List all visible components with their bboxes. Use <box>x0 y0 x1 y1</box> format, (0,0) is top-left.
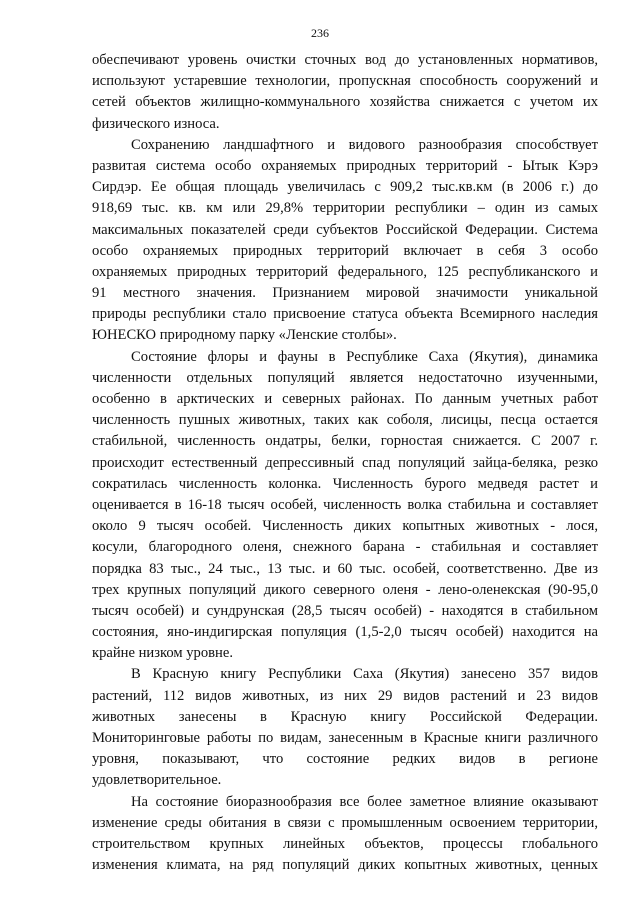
text-line: численности отдельных популяций является недостаточно изученными, <box>92 369 598 386</box>
text-line: используют устаревшие технологии, пропускная способность сооружений и <box>92 73 598 90</box>
text-line: Сирдэр. Ее общая площадь увеличилась с 909,2 тыс.кв.км (в 2006 г.) до <box>92 179 598 196</box>
page-number: 236 <box>311 26 329 40</box>
paragraph <box>92 792 598 877</box>
text-line: животных занесены в Красную книгу Российской Федерации. <box>92 708 598 725</box>
text-line: изменение среды обитания в связи с промышленным освоением территории, <box>92 814 598 831</box>
text-line: развитая система особо охраняемых природных территорий - Ытык Кэрэ <box>92 157 598 174</box>
text-line: особо охраняемых природных территорий включает в себя 3 особо <box>92 242 598 259</box>
text-line: На состояние биоразнообразия все более заметное влияние оказывают <box>131 793 598 810</box>
paragraph <box>92 347 598 665</box>
text-line: 918,69 тыс. кв. км или 29,8% территории республики – один из самых <box>92 200 598 217</box>
body-text <box>92 50 598 876</box>
text-line: косули, благородного оленя, снежного барана - стабильная и составляет <box>92 539 598 556</box>
text-line: изменения климата, на ряд популяций диких копытных животных, ценных <box>92 857 598 874</box>
paragraph <box>92 135 598 347</box>
text-line: сократилась численность колонка. Численность бурого медведя растет и <box>92 475 598 492</box>
paragraph <box>92 664 598 791</box>
text-line: сетей объектов жилищно-коммунального хозяйства снижается с учетом их <box>92 94 598 111</box>
text-line: обеспечивают уровень очистки сточных вод до установленных нормативов, <box>92 52 598 68</box>
text-line: порядка 83 тыс., 24 тыс., 13 тыс. и 60 тыс. особей, соответственно. Две из <box>92 560 598 577</box>
text-line: растений, 112 видов животных, из них 29 видов растений и 23 видов <box>92 687 598 704</box>
text-line: особенно в арктических и северных районах. По данным учетных работ <box>92 391 598 407</box>
text-line: трех крупных популяций дикого северного оленя - лено-оленекская (90-95,0 <box>92 581 598 598</box>
text-line: около 9 тысяч особей. Численность диких копытных животных - лося, <box>92 518 598 535</box>
text-line: строительством крупных линейных объектов, процессы глобального <box>92 835 598 852</box>
text-line: природы республики стало присвоение статуса объекта Всемирного наследия <box>92 306 598 323</box>
text-line: физического износа. <box>92 115 220 132</box>
text-line: численность пушных животных, таких как соболя, лисицы, песца остается <box>92 412 598 429</box>
text-line: крайне низком уровне. <box>92 645 233 662</box>
text-line: В Красную книгу Республики Саха (Якутия) занесено 357 видов <box>131 666 598 683</box>
text-line: максимальных показателей среди субъектов Российской Федерации. Система <box>92 221 598 238</box>
text-line: уровня, показывают, что состояние редких видов в регионе <box>92 751 598 768</box>
text-line: Мониторинговые работы по видам, занесенным в Красные книги различного <box>92 730 598 746</box>
text-line: ЮНЕСКО природному парку «Ленские столбы». <box>92 327 397 344</box>
text-line: происходит естественный депрессивный спад популяций зайца-беляка, резко <box>92 454 598 471</box>
paragraph <box>92 50 598 135</box>
text-line: состояния, яно-индигирская популяция (1,5-2,0 тысяч особей) находится на <box>92 624 598 641</box>
text-line: удовлетворительное. <box>92 772 222 789</box>
text-line: тысяч особей) и сундрунская (28,5 тысяч особей) - находятся в стабильном <box>92 602 598 619</box>
text-line: 91 местного значения. Признанием мировой значимости уникальной <box>92 285 598 302</box>
text-line: оценивается в 16-18 тысяч особей, численность волка стабильна и составляет <box>92 496 598 513</box>
text-line: Сохранению ландшафтного и видового разнообразия способствует <box>131 136 598 153</box>
text-line: охраняемых природных территорий федерального, 125 республиканского и <box>92 263 598 280</box>
text-line: стабильной, численность ондатры, белки, горностая снижается. С 2007 г. <box>92 433 598 450</box>
text-line: Состояние флоры и фауны в Республике Саха (Якутия), динамика <box>131 348 598 365</box>
